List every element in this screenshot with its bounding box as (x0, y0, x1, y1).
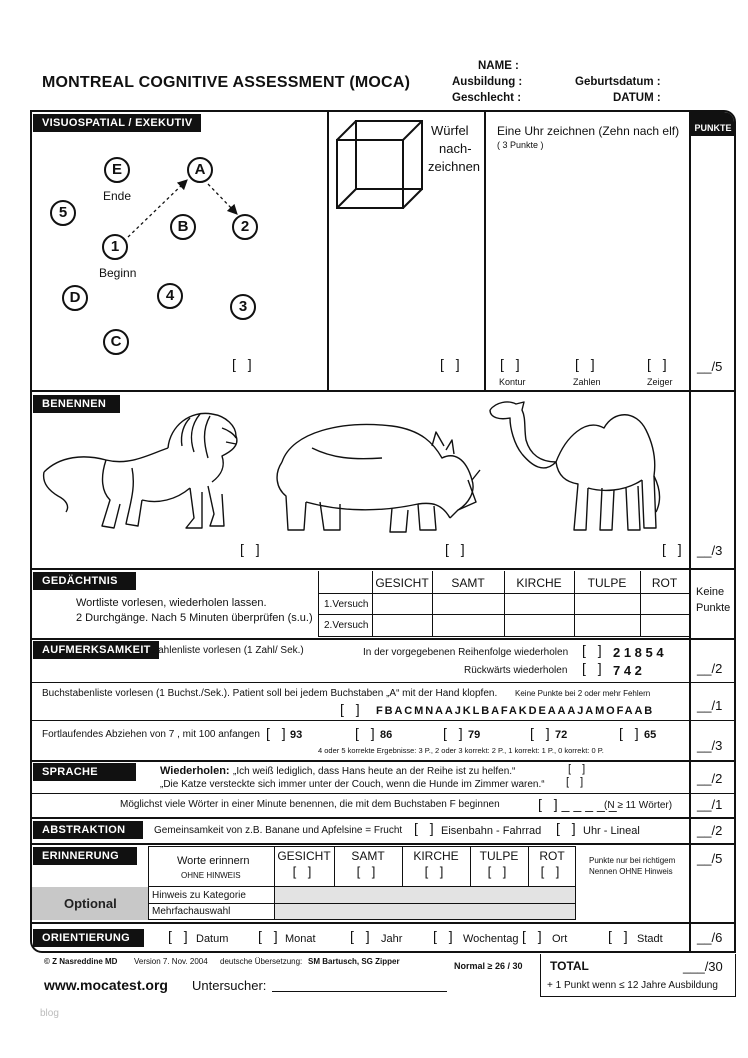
memory-word: TULPE (587, 576, 627, 590)
repeat-sentence-2: „Die Katze versteckte sich immer unter der Couch, wenn die Hunde im Zimmer waren.“ (160, 779, 545, 790)
camel-score-bracket[interactable]: [ ] (662, 541, 686, 557)
letters-sequence: FBACMNAAJKLBAFAKDEAAAJAMOFAAB (376, 705, 655, 717)
recall-row-line (148, 903, 576, 904)
orientation-score[interactable]: __/6 (697, 930, 723, 945)
clock-hands-bracket[interactable]: [ ] (647, 356, 671, 372)
serial-bracket[interactable]: [ ] (530, 725, 554, 741)
trail-arrows (0, 0, 330, 390)
memory-word: KIRCHE (516, 576, 562, 590)
trail-node-5: 5 (50, 200, 76, 226)
row-divider (30, 720, 736, 721)
section-divider (30, 760, 736, 762)
trail-node-3: 3 (230, 294, 256, 320)
section-divider (30, 638, 736, 640)
abstraction-bracket-1[interactable]: [ ] (414, 820, 438, 836)
recall-tag: ERINNERUNG (33, 847, 137, 865)
letters-instruction: Buchstabenliste vorlesen (1 Buchst./Sek.). Patient soll bei jedem Buchstaben „A“ mit der Hand klopfen. (42, 688, 498, 699)
serial-value: 79 (468, 729, 481, 741)
optional-label: Optional (64, 896, 117, 911)
translation-label: deutsche Übersetzung: (220, 957, 303, 966)
recall-score[interactable]: __/5 (697, 851, 723, 866)
trail-node-e: E (104, 157, 130, 183)
letters-score[interactable]: __/1 (697, 698, 723, 713)
recall-bracket[interactable]: [ ] (424, 864, 448, 879)
fluency-label: Möglichst viele Wörter in einer Minute benennen, die mit dem Buchstaben F beginnen (120, 799, 500, 810)
memory-trial-1: 1.Versuch (324, 599, 369, 610)
watermark: blog (40, 1008, 59, 1019)
attention-tag: AUFMERKSAMKEIT (33, 641, 159, 659)
serial-scoring: 4 oder 5 korrekte Ergebnisse: 3 P., 2 oder 3 korrekt: 2 P., 1 korrekt: 1 P., 0 korrekt: 0 P. (318, 746, 604, 755)
section-divider (30, 843, 736, 845)
naming-tag: BENENNEN (33, 395, 120, 413)
forward-label: In der vorgegebenen Reihenfolge wiederholen (363, 647, 569, 658)
points-column-divider (689, 110, 691, 953)
examiner-label: Untersucher: (192, 978, 267, 993)
recall-word: TULPE (479, 849, 519, 863)
dob-label: Geburtsdatum : (575, 76, 661, 88)
normal-range: Normal ≥ 26 / 30 (454, 961, 523, 971)
repeat-score[interactable]: __/2 (697, 771, 723, 786)
serial-instruction: Fortlaufendes Abziehen von 7 , mit 100 anfangen (42, 729, 260, 740)
recall-bracket[interactable]: [ ] (487, 864, 511, 879)
section-divider (30, 817, 736, 819)
cube-score-bracket[interactable]: [ ] (440, 356, 464, 372)
serial-value: 93 (290, 729, 303, 741)
recall-word: GESICHT (277, 849, 331, 863)
memory-tag: GEDÄCHTNIS (33, 572, 136, 590)
repeat-bracket-1[interactable]: [ ] (568, 763, 590, 775)
education-bonus: + 1 Punkt wenn ≤ 12 Jahre Ausbildung (547, 980, 718, 991)
fluency-bracket[interactable]: [ ]_____ (538, 796, 621, 812)
fluency-score[interactable]: __/1 (697, 797, 723, 812)
trail-score-bracket[interactable]: [ ] (232, 356, 256, 372)
multi-row-shade (275, 904, 575, 919)
memory-instruction-2: 2 Durchgänge. Nach 5 Minuten überprüfen (s.u.) (76, 612, 313, 624)
orientation-tag: ORIENTIERUNG (33, 929, 144, 947)
naming-score[interactable]: __/3 (697, 543, 723, 558)
recall-word: ROT (539, 849, 565, 863)
recall-note-1: Punkte nur bei richtigem (589, 856, 676, 865)
recall-bracket[interactable]: [ ] (292, 864, 316, 879)
visuospatial-tag: VISUOSPATIAL / EXEKUTIV (33, 114, 201, 132)
memory-instruction-1: Wortliste vorlesen, wiederholen lassen. (76, 597, 267, 609)
recall-note-2: Nennen OHNE Hinweis (589, 867, 673, 876)
clock-numbers-label: Zahlen (573, 377, 601, 387)
total-label: TOTAL (550, 959, 589, 973)
clock-points: ( 3 Punkte ) (497, 140, 544, 150)
version: Version 7. Nov. 2004 (134, 957, 208, 966)
camel-drawing (486, 396, 668, 536)
orientation-bracket[interactable]: [ ] (168, 928, 192, 944)
trail-end-label: Ende (103, 189, 132, 203)
memory-word: SAMT (451, 576, 485, 590)
points-header: PUNKTE (694, 123, 732, 133)
education-label: Ausbildung : (452, 76, 523, 88)
website-link[interactable]: www.mocatest.org (44, 977, 168, 993)
hint-category-label: Hinweis zu Kategorie (152, 890, 246, 901)
clock-numbers-bracket[interactable]: [ ] (575, 356, 599, 372)
orientation-item: Jahr (381, 933, 403, 945)
section-divider (30, 390, 736, 392)
backward-label: Rückwärts wiederholen (464, 665, 568, 676)
orientation-item: Wochentag (463, 933, 519, 945)
repeat-bracket-2[interactable]: [ ] (566, 776, 588, 788)
recall-bracket[interactable]: [ ] (540, 864, 564, 879)
serial-bracket[interactable]: [ ] (355, 725, 379, 741)
trail-node-a: A (187, 157, 213, 183)
repeat-label: Wiederholen: (160, 765, 230, 777)
clock-hands-label: Zeiger (647, 377, 673, 387)
forward-digits: 2 1 8 5 4 (613, 645, 664, 660)
orientation-bracket[interactable]: [ ] (433, 928, 457, 944)
serial-bracket[interactable]: [ ] (266, 725, 290, 741)
fluency-note: (N ≥ 11 Wörter) (604, 800, 673, 811)
cube-label-2: nach- (439, 141, 472, 156)
row-divider (30, 682, 736, 683)
recall-bracket[interactable]: [ ] (356, 864, 380, 879)
total-score[interactable]: ___/30 (683, 959, 723, 974)
trail-node-4: 4 (157, 283, 183, 309)
date-label: DATUM : (613, 92, 661, 104)
letters-bracket[interactable]: [ ] (340, 701, 364, 717)
sex-label: Geschlecht : (452, 92, 522, 104)
clock-contour-bracket[interactable]: [ ] (500, 356, 524, 372)
lion-drawing (40, 408, 240, 538)
orientation-item: Ort (552, 933, 568, 945)
clock-instruction: Eine Uhr zeichnen (Zehn nach elf) (497, 124, 680, 138)
recall-word: SAMT (351, 849, 385, 863)
abstraction-item-1: Eisenbahn - Fahrrad (441, 825, 542, 837)
trail-node-d: D (62, 285, 88, 311)
repeat-sentence-1: „Ich weiß lediglich, dass Hans heute an der Reihe ist zu helfen.“ (233, 766, 516, 777)
serial-score[interactable]: __/3 (697, 738, 723, 753)
recall-word: KIRCHE (413, 849, 459, 863)
trail-node-2: 2 (232, 214, 258, 240)
lion-score-bracket[interactable]: [ ] (240, 541, 264, 557)
visuospatial-score[interactable]: __/5 (697, 359, 723, 374)
clock-divider (484, 110, 486, 390)
trail-node-c: C (103, 329, 129, 355)
recall-label-2: OHNE HINWEIS (181, 871, 241, 880)
page-title: MONTREAL COGNITIVE ASSESSMENT (MOCA) (42, 74, 411, 91)
digits-score[interactable]: __/2 (697, 661, 723, 676)
recall-label-1: Worte erinnern (177, 855, 250, 867)
cube-drawing (330, 115, 430, 215)
copyright: © Z Nasreddine MD (44, 957, 118, 966)
memory-no-points-1: Keine (696, 586, 725, 598)
cube-label-1: Würfel (431, 123, 469, 138)
hint-multiple-label: Mehrfachauswahl (152, 906, 231, 917)
backward-bracket[interactable]: [ ] (582, 660, 606, 676)
orientation-bracket[interactable]: [ ] (522, 928, 546, 944)
forward-bracket[interactable]: [ ] (582, 642, 606, 658)
orientation-bracket[interactable]: [ ] (258, 928, 282, 944)
abstraction-score[interactable]: __/2 (697, 823, 723, 838)
serial-bracket[interactable]: [ ] (443, 725, 467, 741)
memory-word: ROT (651, 576, 678, 590)
cube-label-3: zeichnen (428, 159, 481, 174)
language-tag: SPRACHE (33, 763, 136, 781)
section-divider (30, 922, 736, 924)
memory-trial-2: 2.Versuch (324, 620, 369, 631)
serial-value: 65 (644, 729, 657, 741)
digits-instruction: Zahlenliste vorlesen (1 Zahl/ Sek.) (152, 645, 304, 656)
orientation-item: Datum (196, 933, 229, 945)
memory-no-points-2: Punkte (696, 602, 731, 614)
translators: SM Bartusch, SG Zipper (308, 957, 400, 966)
examiner-signature-line[interactable] (272, 991, 447, 992)
hint-row-shade (275, 887, 575, 903)
abstraction-bracket-2[interactable]: [ ] (556, 820, 580, 836)
letters-note: Keine Punkte bei 2 oder mehr Fehlern (515, 689, 651, 698)
name-label: NAME : (478, 60, 519, 72)
orientation-bracket[interactable]: [ ] (608, 928, 632, 944)
serial-value: 86 (380, 729, 393, 741)
orientation-item: Monat (285, 933, 316, 945)
serial-bracket[interactable]: [ ] (619, 725, 643, 741)
trail-node-1: 1 (102, 234, 128, 260)
serial-value: 72 (555, 729, 568, 741)
abstraction-tag: ABSTRAKTION (33, 821, 143, 839)
trail-node-b: B (170, 214, 196, 240)
orientation-item: Stadt (637, 933, 663, 945)
section-divider (30, 568, 736, 570)
backward-digits: 7 4 2 (613, 663, 642, 678)
abstraction-item-2: Uhr - Lineal (583, 825, 640, 837)
rhinoceros-drawing (272, 418, 482, 538)
abstraction-instruction: Gemeinsamkeit von z.B. Banane und Apfelsine = Frucht (154, 825, 403, 836)
row-divider (30, 793, 736, 794)
rhino-score-bracket[interactable]: [ ] (445, 541, 469, 557)
orientation-bracket[interactable]: [ ] (350, 928, 374, 944)
trail-begin-label: Beginn (99, 266, 137, 280)
memory-word: GESICHT (375, 576, 429, 590)
clock-contour-label: Kontur (499, 377, 526, 387)
